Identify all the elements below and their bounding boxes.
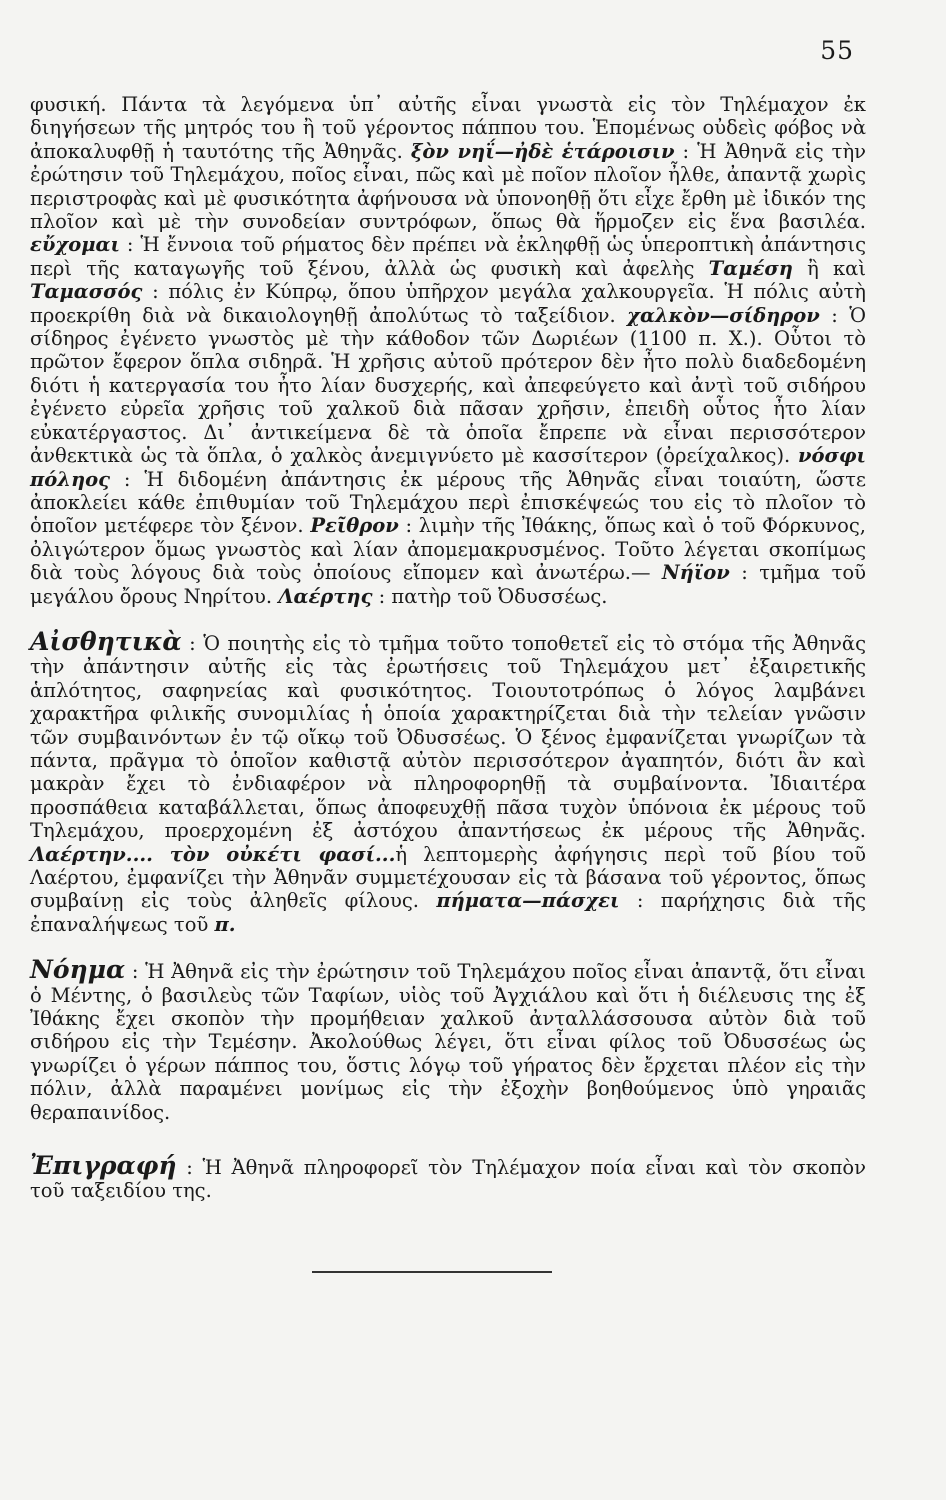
text: : παρήχησις διὰ τῆς ἐπαναλήψεως τοῦ <box>30 889 867 936</box>
page-body <box>30 93 866 1203</box>
keyword: Λαέρτην.... τὸν οὐκέτι φασί... <box>30 842 396 866</box>
end-rule-divider <box>312 1271 552 1273</box>
text: : λιμὴν τῆς Ἰθάκης, ὅπως καὶ ὁ τοῦ Φόρκυνος, ὀλιγώτερον ὅμως γνωστὸς καὶ λίαν ἀπομεμακρυσμένος. Τοῦτο λέγεται σκοπίμως διὰ τοὺς λόγους διὰ τοὺς ὁποίους εἴπομεν καὶ ἀνωτέρω.— <box>30 514 866 585</box>
keyword: νόσφι πόληος <box>30 444 866 491</box>
text: : Ἡ διδομένη ἀπάντησις ἐκ μέρους τῆς Ἀθηνᾶς εἶναι τοιαύτη, ὥστε ἀποκλείει κάθε ἐπιθυμίαν τοῦ Τηλεμάχου περὶ ἐπισκέψεώς του εἰς τὸ πλοῖον τὸ ὁποῖον μετέφερε τὸν ξένον. <box>30 467 866 538</box>
section-heading-meaning: Νόημα <box>30 955 126 985</box>
keyword: Ταμέση <box>708 256 793 280</box>
section-heading-title: Ἐπιγραφή <box>30 1151 177 1181</box>
text: ἡ λεπτομερὴς ἀφήγησις περὶ τοῦ βίου τοῦ Λαέρτου, ἐμφανίζει τὴν Ἀθηνᾶν συμμετέχουσαν εἰς τὰ βάσανα τοῦ γέροντος, ὅπως συμβαίνῃ εἰς τοὺς ἀληθεῖς φίλους. <box>30 842 866 913</box>
text: : Ἡ Ἀθηνᾶ εἰς τὴν ἐρώτησιν τοῦ Τηλεμάχου, ποῖος εἶναι, πῶς καὶ μὲ ποῖον πλοῖον ἦλθε, ἀπαντᾷ χωρὶς περιστροφὰς καὶ μὲ φυσικότητα ἀφήνουσα νὰ ὑπονοηθῇ ὅτι εἶχε ἔρθη μὲ ἰδικόν της πλοῖον καὶ μὲ τὴν συνοδείαν συντρόφων, ὅπως θὰ ἥρμοζεν εἰς ἕνα βασιλέα. <box>30 139 866 234</box>
keyword: εὔχομαι <box>30 233 120 257</box>
text: : Ὁ ποιητὴς εἰς τὸ τμῆμα τοῦτο τοποθετεῖ εἰς τὸ στόμα τῆς Ἀθηνᾶς τὴν ἀπάντησιν αὐτῆς εἰς τὰς ἐρωτήσεις τοῦ Τηλεμάχου μετ᾽ ἐξαιρετικῆς ἁπλότητος, σαφηνείας καὶ φυσικότητος. Τοιουτοτρόπως ὁ λόγος λαμβάνει χαρακτῆρα φιλικῆς συνομιλίας ἡ ὁποία χαρακτηρίζεται διὰ τὴν τελείαν γνῶσιν τῶν συμβαινόντων ἐν τῷ οἴκῳ τοῦ Ὀδυσσέως. Ὁ ξένος ἐμφανίζεται γνωρίζων τὰ πάντα, πρᾶγμα τὸ ὁποῖον καθιστᾷ αὐτὸν περισσότερον ἀγαπητόν, διότι ἂν καὶ μακρὰν ἔχει τὸ ἐνδιαφέρον νὰ πληροφορηθῇ τὰ συμβαίνοντα. Ἰδιαιτέρα προσπάθεια καταβάλλεται, ὅπως ἀποφευχθῇ πᾶσα τυχὸν ὑπόνοια ἐκ μέρους τοῦ Τηλεμάχου, προερχομένη ἐξ ἀστόχου ἀπαντήσεως ἐκ μέρους τῆς Ἀθηνᾶς. <box>30 631 866 843</box>
keyword: ξὸν νηΐ—ἠδὲ ἑτάροισιν <box>410 139 675 163</box>
aesthetics-paragraph <box>30 626 867 936</box>
text: : πόλις ἐν Κύπρῳ, ὅπου ὑπῆρχον μεγάλα χαλκουργεῖα. Ἡ πόλις αὐτὴ προεκρίθη διὰ νὰ δικαιολογηθῇ ἀπολύτως τὸ ταξείδιον. <box>30 280 866 327</box>
section-heading-aesthetics: Αἰσθητικὰ <box>30 626 182 656</box>
keyword: π. <box>214 912 236 936</box>
text: : Ὁ σίδηρος ἐγένετο γνωστὸς μὲ τὴν κάθοδον τῶν Δωριέων (1100 π. Χ.). Οὗτοι τὸ πρῶτον ἔφερον ὅπλα σιδηρᾶ. Ἡ χρῆσις αὐτοῦ πρότερον δὲν ἦτο πολὺ διαδεδομένη διότι ἡ κατεργασία του ἦτο λίαν δυσχερής, καὶ ἀπεφεύγετο καὶ ἀντὶ τοῦ σιδήρου ἐγένετο εὐρεῖα χρῆσις τοῦ χαλκοῦ διὰ πᾶσαν χρῆσιν, ἐπειδὴ οὗτος ἦτο λίαν εὐκατέργαστος. Δι᾽ ἀντικείμενα δὲ τὰ ὁποῖα ἔπρεπε νὰ εἶναι περισσότερον ἀνθεκτικὰ ὡς τὰ ὅπλα, ὁ χαλκὸς ἀνεμιγνύετο μὲ κασσίτερον (ὀρείχαλκος). <box>30 303 866 468</box>
keyword: Ταμασσός <box>30 280 143 304</box>
page-number: 55 <box>820 36 854 65</box>
text: : πατὴρ τοῦ Ὀδυσσέως. <box>372 584 608 608</box>
commentary-paragraph <box>30 93 866 608</box>
text: : Ἡ Ἀθηνᾶ εἰς τὴν ἐρώτησιν τοῦ Τηλεμάχου ποῖος εἶναι ἀπαντᾷ, ὅτι εἶναι ὁ Μέντης, ὁ βασιλεὺς τῶν Ταφίων, υἱὸς τοῦ Ἀγχιάλου καὶ ὅτι ἡ διέλευσις της ἐξ Ἰθάκης ἔχει σκοπὸν τὴν προμήθειαν χαλκοῦ ἀνταλλάσσουσα αὐτὸν διὰ τοῦ σιδήρου εἰς τὴν Τεμέσην. Ἀκολούθως λέγει, ὅτι εἶναι φίλος τοῦ Ὀδυσσέως ὡς γνωρίζει ὁ γέρων πάππος του, ὅστις λόγῳ τοῦ γήρατος δὲν ἔρχεται πλέον εἰς τὴν πόλιν, ἀλλὰ παραμένει μονίμως εἰς τὴν ἐξοχὴν βοηθούμενος ὑπὸ γηραιᾶς θεραπαινίδος. <box>30 960 866 1124</box>
text: : τμῆμα τοῦ μεγάλου ὄρους Νηρίτου. <box>30 561 866 608</box>
keyword: πήματα—πάσχει <box>436 889 620 913</box>
text: : Ἡ Ἀθηνᾶ πληροφορεῖ τὸν Τηλέμαχον ποία εἶναι καὶ τὸν σκοπὸν τοῦ ταξειδίου της. <box>30 1156 866 1203</box>
keyword: Ρεῖθρον <box>310 514 399 538</box>
keyword: χαλκὸν—σίδηρον <box>627 303 820 327</box>
keyword: Νήϊον <box>661 561 730 585</box>
text: ἢ καὶ <box>792 256 866 280</box>
meaning-paragraph <box>30 955 866 1124</box>
title-paragraph <box>30 1151 866 1203</box>
text: : Ἡ ἔννοια τοῦ ρήματος δὲν πρέπει νὰ ἐκληφθῇ ὡς ὑπεροπτικὴ ἀπάντησις περὶ τῆς καταγωγῆς τοῦ ξένου, ἀλλὰ ὡς φυσικὴ καὶ ἀφελὴς <box>30 233 866 280</box>
keyword: Λαέρτης <box>278 584 373 608</box>
text: φυσική. Πάντα τὰ λεγόμενα ὑπ᾽ αὐτῆς εἶναι γνωστὰ εἰς τὸν Τηλέμαχον ἐκ διηγήσεων τῆς μητρός του ἢ τοῦ γέροντος πάππου του. Ἑπομένως οὐδεὶς φόβος νὰ ἀποκαλυφθῇ ἡ ταυτότης τῆς Ἀθηνᾶς. <box>30 93 866 163</box>
